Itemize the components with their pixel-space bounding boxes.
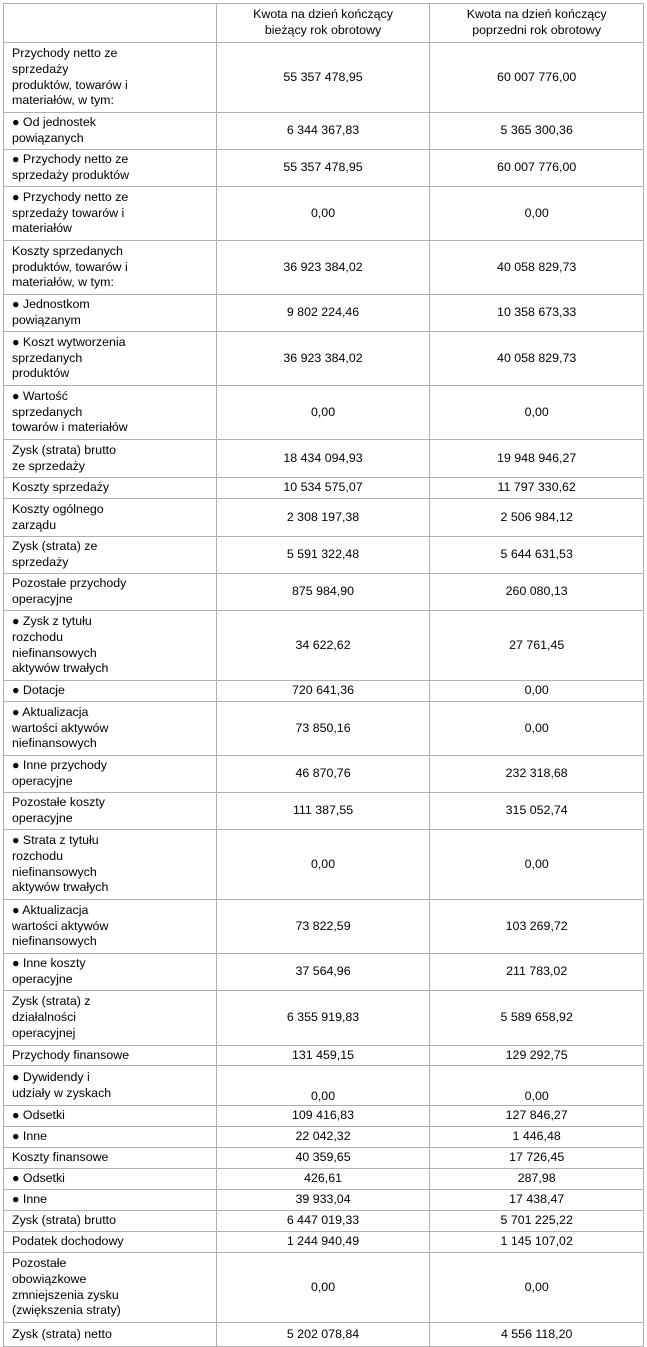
row-label-line: operacyjne (12, 811, 73, 825)
row-label-line: ● Inne (12, 1129, 48, 1144)
previous-year-value: 0,00 (430, 702, 644, 756)
row-label-line: ● Dywidendy i (12, 1069, 90, 1084)
row-label-line: ● Inne (12, 1192, 48, 1207)
current-year-value: 5 591 322,48 (216, 537, 430, 574)
row-label-line: ● Od jednostek (12, 115, 96, 130)
row-label-line: aktywów trwałych (12, 880, 109, 895)
table-body (4, 43, 644, 1347)
previous-year-value: 5 701 225,22 (430, 1211, 644, 1232)
row-label-line: Przychody netto ze (12, 45, 118, 60)
table-row (4, 440, 644, 478)
row-label (4, 1323, 217, 1347)
current-year-value: 111 387,55 (216, 793, 430, 830)
row-label (4, 241, 217, 295)
row-label-line: Zysk (strata) brutto (12, 1213, 116, 1228)
row-label-line: ze sprzedaży (12, 458, 86, 473)
row-label-line: obowiązkowe (12, 1271, 87, 1286)
current-year-value: 36 923 384,02 (216, 241, 430, 295)
table-row (4, 574, 644, 611)
previous-year-value: 260 080,13 (430, 574, 644, 611)
row-label-line: sprzedaży (12, 555, 69, 569)
previous-year-value: 5 589 658,92 (430, 991, 644, 1046)
row-label-line: sprzedaży towarów i (12, 205, 125, 220)
table-row (4, 830, 644, 900)
row-label-line: ● Przychody netto ze (12, 152, 129, 167)
current-year-value: 426,61 (216, 1169, 430, 1190)
previous-year-value: 60 007 776,00 (430, 150, 644, 187)
current-year-value: 55 357 478,95 (216, 150, 430, 187)
row-label-line: ● Strata z tytułu (12, 832, 99, 847)
previous-year-value: 17 438,47 (430, 1190, 644, 1211)
row-label-line: rozchodu (12, 848, 63, 863)
header-previous-line1: Kwota na dzień kończący (466, 7, 607, 22)
row-label-line: niefinansowych (12, 645, 97, 660)
previous-year-value: 232 318,68 (430, 756, 644, 793)
previous-year-value: 0,00 (430, 830, 644, 900)
row-label (4, 1211, 217, 1232)
table-row (4, 295, 644, 332)
current-year-value: 34 622,62 (216, 611, 430, 681)
previous-year-value: 1 145 107,02 (430, 1232, 644, 1253)
current-year-value: 6 447 019,33 (216, 1211, 430, 1232)
table-row (4, 1148, 644, 1169)
table-row (4, 611, 644, 681)
previous-year-value: 0,00 (430, 1066, 644, 1106)
table-row (4, 1127, 644, 1148)
table-row (4, 702, 644, 756)
row-label (4, 113, 217, 150)
current-year-value: 36 923 384,02 (216, 332, 430, 386)
header-previous-year (430, 4, 644, 43)
current-year-value: 720 641,36 (216, 681, 430, 702)
row-label (4, 900, 217, 954)
current-year-value: 2 308 197,38 (216, 499, 430, 537)
row-label-line: zmniejszenia zysku (12, 1287, 119, 1302)
current-year-value: 9 802 224,46 (216, 295, 430, 332)
table-row (4, 756, 644, 793)
table-row (4, 113, 644, 150)
current-year-value: 18 434 094,93 (216, 440, 430, 478)
row-label-line: niefinansowych (12, 934, 97, 949)
table-row (4, 332, 644, 386)
row-label-line: operacyjne (12, 972, 73, 986)
row-label (4, 1232, 217, 1253)
row-label (4, 1169, 217, 1190)
header-current-line1: Kwota na dzień kończący (253, 7, 393, 22)
row-label (4, 1127, 217, 1148)
row-label-line: Koszty finansowe (12, 1150, 109, 1165)
previous-year-value: 0,00 (430, 1253, 644, 1323)
table-row (4, 499, 644, 537)
row-label-line: operacyjne (12, 592, 73, 606)
row-label-line: wartości aktywów (12, 918, 109, 933)
table-row (4, 187, 644, 241)
current-year-value: 40 359,65 (216, 1148, 430, 1169)
row-label-line: działalności (12, 1010, 77, 1025)
table-row (4, 1169, 644, 1190)
current-year-value: 46 870,76 (216, 756, 430, 793)
current-year-value: 0,00 (216, 830, 430, 900)
row-label-line: Zysk (strata) z (12, 994, 91, 1009)
previous-year-value: 17 726,45 (430, 1148, 644, 1169)
current-year-value: 6 355 919,83 (216, 991, 430, 1046)
row-label (4, 478, 217, 499)
row-label-line: ● Inne przychody (12, 758, 107, 773)
row-label (4, 681, 217, 702)
row-label (4, 43, 217, 113)
table-row (4, 991, 644, 1046)
current-year-value: 22 042,32 (216, 1127, 430, 1148)
table-row (4, 1253, 644, 1323)
previous-year-value: 40 058 829,73 (430, 332, 644, 386)
header-previous-line2: poprzedni rok obrotowy (472, 23, 602, 37)
row-label-line: sprzedaży (12, 61, 69, 76)
header-row (4, 4, 644, 43)
current-year-value: 10 534 575,07 (216, 478, 430, 499)
row-label (4, 386, 217, 440)
row-label (4, 295, 217, 332)
current-year-value: 37 564,96 (216, 954, 430, 991)
row-label (4, 611, 217, 681)
table-row (4, 241, 644, 295)
current-year-value: 875 984,90 (216, 574, 430, 611)
current-year-value: 73 822,59 (216, 900, 430, 954)
row-label (4, 440, 217, 478)
row-label (4, 954, 217, 991)
table-row (4, 681, 644, 702)
row-label-line: ● Aktualizacja (12, 902, 89, 917)
current-year-value: 109 416,83 (216, 1106, 430, 1127)
row-label-line: powiązanych (12, 131, 84, 145)
row-label (4, 991, 217, 1046)
previous-year-value: 0,00 (430, 386, 644, 440)
row-label-line: operacyjnej (12, 1025, 76, 1040)
row-label (4, 1106, 217, 1127)
row-label (4, 1148, 217, 1169)
previous-year-value: 103 269,72 (430, 900, 644, 954)
row-label-line: ● Jednostkom (12, 297, 90, 312)
row-label (4, 1066, 217, 1106)
previous-year-value: 60 007 776,00 (430, 43, 644, 113)
previous-year-value: 27 761,45 (430, 611, 644, 681)
current-year-value: 39 933,04 (216, 1190, 430, 1211)
previous-year-value: 19 948 946,27 (430, 440, 644, 478)
previous-year-value: 127 846,27 (430, 1106, 644, 1127)
income-statement-table (3, 3, 644, 1347)
previous-year-value: 315 052,74 (430, 793, 644, 830)
previous-year-value: 5 644 631,53 (430, 537, 644, 574)
row-label-line: towarów i materiałów (12, 420, 128, 435)
row-label (4, 1046, 217, 1066)
row-label-line: Zysk (strata) netto (12, 1326, 112, 1341)
row-label-line: Koszty sprzedanych (12, 243, 123, 258)
table-row (4, 1323, 644, 1347)
previous-year-value: 10 358 673,33 (430, 295, 644, 332)
table-row (4, 43, 644, 113)
row-label-line: powiązanym (12, 313, 81, 327)
row-label-line: udziały w zyskach (12, 1085, 112, 1100)
current-year-value: 6 344 367,83 (216, 113, 430, 150)
row-label (4, 499, 217, 537)
table-row (4, 1232, 644, 1253)
row-label-line: Przychody finansowe (12, 1047, 130, 1062)
table-row (4, 1211, 644, 1232)
row-label-line: produktów, towarów i (12, 259, 128, 274)
previous-year-value: 211 783,02 (430, 954, 644, 991)
row-label-line: rozchodu (12, 629, 63, 644)
current-year-value: 73 850,16 (216, 702, 430, 756)
row-label-line: sprzedaży produktów (12, 168, 130, 182)
row-label (4, 574, 217, 611)
previous-year-value: 11 797 330,62 (430, 478, 644, 499)
row-label (4, 537, 217, 574)
row-label-line: ● Aktualizacja (12, 704, 89, 719)
table-row (4, 537, 644, 574)
row-label-line: Pozostałe przychody (12, 576, 127, 591)
previous-year-value: 1 446,48 (430, 1127, 644, 1148)
row-label-line: ● Odsetki (12, 1171, 65, 1186)
table-row (4, 1106, 644, 1127)
table-row (4, 150, 644, 187)
row-label-line: ● Koszt wytworzenia (12, 334, 126, 349)
row-label-line: ● Odsetki (12, 1108, 65, 1123)
current-year-value: 55 357 478,95 (216, 43, 430, 113)
row-label (4, 1190, 217, 1211)
previous-year-value: 40 058 829,73 (430, 241, 644, 295)
table-row (4, 900, 644, 954)
row-label-line: Pozostałe (12, 1255, 67, 1270)
previous-year-value: 0,00 (430, 681, 644, 702)
row-label-line: niefinansowych (12, 864, 97, 879)
row-label-line: Koszty ogólnego (12, 501, 104, 516)
row-label-line: Pozostałe koszty (12, 795, 105, 810)
row-label-line: operacyjne (12, 774, 73, 788)
previous-year-value: 5 365 300,36 (430, 113, 644, 150)
previous-year-value: 129 292,75 (430, 1046, 644, 1066)
row-label (4, 702, 217, 756)
previous-year-value: 4 556 118,20 (430, 1323, 644, 1347)
current-year-value: 0,00 (216, 386, 430, 440)
row-label-line: ● Zysk z tytułu (12, 613, 92, 628)
current-year-value: 0,00 (216, 1066, 430, 1106)
table-row (4, 478, 644, 499)
row-label-line: produktów, towarów i (12, 77, 128, 92)
row-label-line: wartości aktywów (12, 720, 109, 735)
previous-year-value: 0,00 (430, 187, 644, 241)
table-row (4, 793, 644, 830)
previous-year-value: 287,98 (430, 1169, 644, 1190)
row-label-line: zarządu (12, 517, 57, 532)
row-label (4, 150, 217, 187)
row-label-line: niefinansowych (12, 736, 97, 751)
header-current-year (216, 4, 430, 43)
row-label-line: Koszty sprzedaży (12, 480, 110, 495)
current-year-value: 131 459,15 (216, 1046, 430, 1066)
row-label-line: aktywów trwałych (12, 661, 109, 676)
row-label-line: ● Przychody netto ze (12, 189, 129, 204)
row-label-line: ● Inne koszty (12, 956, 86, 971)
row-label-line: Podatek dochodowy (12, 1234, 124, 1249)
row-label-line: ● Wartość (12, 388, 68, 403)
row-label-line: Zysk (strata) ze (12, 539, 98, 554)
row-label-line: materiałów, w tym: (12, 93, 114, 108)
current-year-value: 0,00 (216, 1253, 430, 1323)
row-label-line: materiałów (12, 221, 72, 236)
current-year-value: 1 244 940,49 (216, 1232, 430, 1253)
table-row (4, 1066, 644, 1106)
row-label-line: produktów (12, 366, 70, 381)
row-label (4, 187, 217, 241)
table-row (4, 954, 644, 991)
row-label-line: materiałów, w tym: (12, 275, 114, 290)
row-label (4, 830, 217, 900)
row-label-line: sprzedanych (12, 350, 83, 365)
header-current-line2: bieżący rok obrotowy (264, 23, 382, 37)
current-year-value: 5 202 078,84 (216, 1323, 430, 1347)
table-row (4, 1046, 644, 1066)
row-label-line: (zwiększenia straty) (12, 1303, 121, 1318)
table-row (4, 1190, 644, 1211)
row-label-line: Zysk (strata) brutto (12, 442, 116, 457)
table-row (4, 386, 644, 440)
previous-year-value: 2 506 984,12 (430, 499, 644, 537)
row-label (4, 793, 217, 830)
row-label-line: sprzedanych (12, 404, 83, 419)
row-label (4, 332, 217, 386)
row-label (4, 1253, 217, 1323)
header-empty-cell (4, 4, 217, 43)
row-label (4, 756, 217, 793)
current-year-value: 0,00 (216, 187, 430, 241)
row-label-line: ● Dotacje (12, 683, 65, 698)
